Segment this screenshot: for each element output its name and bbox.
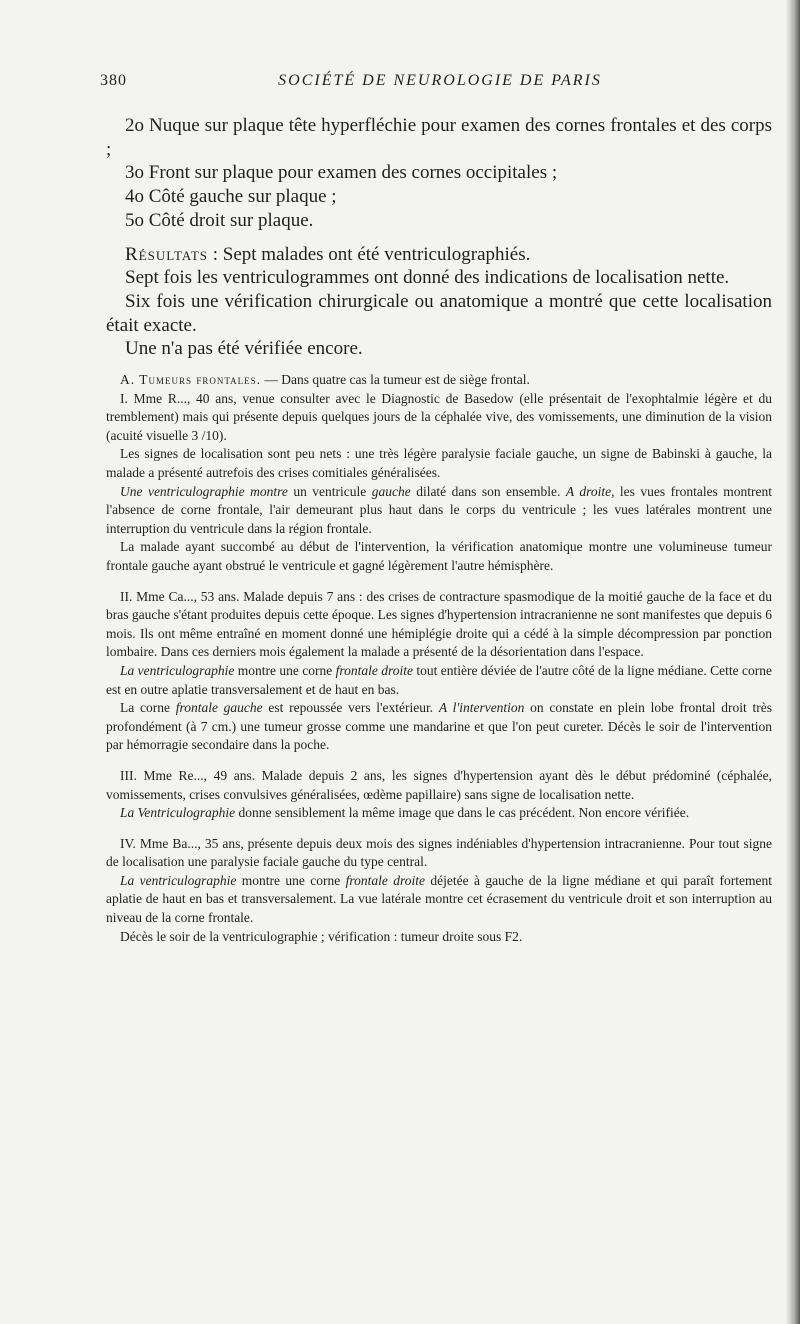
case1-text-b: dilaté dans son ensemble. [410, 483, 566, 499]
case1-text-a: un ventricule [287, 483, 372, 499]
section-a-label: A. Tumeurs frontales. [120, 372, 262, 388]
case2-italic-c: frontale gauche [175, 700, 263, 716]
case1-italic-a: Une ventriculographie montre [120, 483, 288, 499]
case3-paragraph-1: III. Mme Re..., 49 ans. Malade depuis 2 ans, les signes d'hypertension ayant dès le début prédominé (céphalée, vomissements, crises convulsives généralisées, œdème papillaire) sans signe de localisation nette. [106, 767, 772, 802]
case4-paragraph-3: Décès le soir de la ventriculographie ; vérification : tumeur droite sous F2. [120, 928, 523, 944]
case3-paragraph-2 [106, 804, 772, 823]
case1-paragraph-2: Les signes de localisation sont peu nets : une très légère paralysie faciale gauche, un signe de Babinski à gauche, la malade a présenté autrefois des crises comitiales généralisées. [106, 446, 772, 480]
case2-paragraph-2 [106, 662, 772, 699]
case2-paragraph-1: II. Mme Ca..., 53 ans. Malade depuis 7 ans : des crises de contracture spasmodique de la moitié gauche de la face et du bras gauche s'étant produites depuis cette époque. Les signes d'hypertension intracranienne ne sont manifestes que depuis 6 mois. Ils ont même entraîné en moment donné une hémiplégie droite qui a cédé à la simple décompression par ponction lombaire. Dans ces derniers mois également la malade a présenté de la désorientation dans l'espace. [106, 588, 772, 660]
resultats-paragraph-3: Six fois une vérification chirurgicale ou anatomique a montré que cette localisation était exacte. [106, 290, 772, 336]
page-binding-edge [786, 0, 800, 1324]
case2-paragraph-3 [106, 699, 772, 755]
case4-paragraph-1: IV. Mme Ba..., 35 ans, présente depuis deux mois des signes indéniables d'hypertension intracranienne. Pour tout signe de localisation une paralysie faciale gauche du type central. [106, 835, 772, 870]
running-title: SOCIÉTÉ DE NEUROLOGIE DE PARIS [278, 72, 602, 89]
case3-italic: La Ventriculographie [120, 805, 236, 821]
list-item-3: 3o Front sur plaque pour examen des cornes occipitales ; [125, 162, 558, 184]
case1-paragraph-4: La malade ayant succombé au début de l'intervention, la vérification anatomique montre une volumineuse tumeur frontale gauche ayant obstrué le ventricule et gagné légèrement l'autre hémisphère. [106, 539, 772, 573]
case2-text-c: La corne [120, 700, 176, 716]
list-item-2: 2o Nuque sur plaque tête hyperfléchie pour examen des cornes frontales et des corps ; [106, 115, 772, 160]
section-a-text: — Dans quatre cas la tumeur est de siège frontal. [261, 372, 530, 388]
case2-text-a: montre une corne [234, 662, 336, 678]
case2-text-e: on constate en plein lobe frontal droit très profondément (à 7 cm.) une tumeur grosse comme une mandarine et que l'on peut cureter. Décès le soir de l'intervention par hémorragie secondaire dans la poche. [106, 700, 772, 753]
case4-text-b: déjetée à gauche de la ligne médiane et qui paraît fortement aplatie de haut en bas et transversalement. La vue latérale montre cet écrasement du ventricule droit et son interruption au niveau de la corne frontale. [106, 872, 772, 926]
case2-italic-b: frontale droite [335, 662, 414, 678]
page-header [100, 72, 780, 100]
page-number: 380 [100, 72, 127, 89]
resultats-label: Résultats [125, 243, 208, 265]
resultats-paragraph-4: Une n'a pas été vérifiée encore. [125, 338, 363, 360]
case1-text-c: les vues frontales montrent l'absence de corne frontale, l'air demeurant plus haut dans le corps du ventricule ; les vues latérales montrent une interruption du ventricule dans la région frontale. [106, 483, 773, 536]
case4-text-a: montre une corne [236, 872, 346, 888]
case2-text-d: est repoussée vers l'extérieur. [262, 700, 439, 716]
page-body [106, 114, 772, 946]
case1-paragraph-1: I. Mme R..., 40 ans, venue consulter avec le Diagnostic de Basedow (elle présentait de l'exophtalmie légère et du tremblement) mais qui présente depuis quelques jours de la céphalée vive, des vomissements, une diminution de la vision (acuité visuelle 3 /10). [106, 390, 772, 443]
list-item-4: 4o Côté gauche sur plaque ; [125, 186, 337, 208]
case3-text: donne sensiblement la même image que dans le cas précédent. Non encore vérifiée. [235, 805, 690, 821]
case1-italic-c: A droite, [565, 483, 615, 499]
case4-italic-a: La ventriculographie [120, 872, 237, 888]
case4-italic-b: frontale droite [345, 872, 425, 888]
resultats-text: : Sept malades ont été ventriculographiés. [208, 243, 531, 265]
case1-italic-b: gauche [371, 483, 411, 499]
case4-paragraph-2 [106, 872, 772, 928]
case2-text-b: tout entière déviée de l'autre côté de la ligne médiane. Cette corne est en outre aplatie transversalement et de haut en bas. [106, 662, 772, 697]
list-item-5: 5o Côté droit sur plaque. [125, 209, 314, 231]
resultats-paragraph [106, 243, 772, 267]
case2-italic-a: La ventriculographie [120, 662, 235, 678]
resultats-paragraph-2: Sept fois les ventriculogrammes ont donné des indications de localisation nette. [125, 267, 730, 289]
section-a-heading [106, 371, 772, 390]
case1-paragraph-3 [106, 483, 772, 539]
case2-italic-d: A l'intervention [438, 700, 525, 716]
